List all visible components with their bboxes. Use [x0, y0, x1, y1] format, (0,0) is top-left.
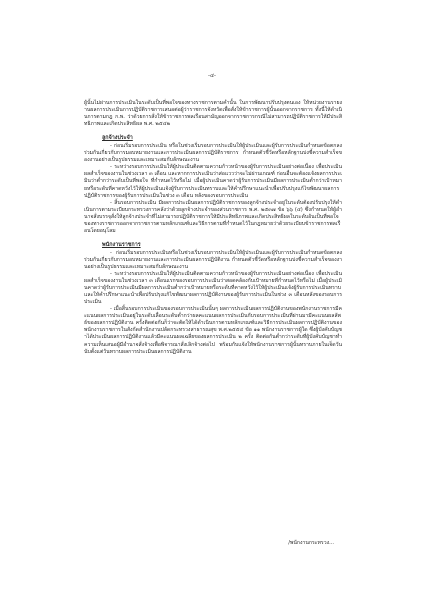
intro-paragraph: ผู้นั้นไม่ผ่านการประเมินในระดับเป็นที่พอใจของทางราชการตามคำนั้น ในการพัฒนาปรับปรุงตนเอง ให้หน่วยงานรายงานผลการประเมินการปฏิบัติราชการเสนอต่อผู้ว่าราชการจังหวัดเพื่อสั่งให้ข้าราชการผู้นั้นออกจากราชการ ทั้งนี้ให้ดำเนินการตามกฎ ก.พ. ว่าด้วยการสั่งให้ข้าราชการพลเรือนสามัญออกจากราชการกรณีไม่สามารถปฏิบัติราชการให้มีประสิทธิภาพและเกิดประสิทธิผล พ.ศ. ๒๕๔๒: [84, 100, 342, 128]
page-number: -๔-: [208, 73, 216, 79]
continued-on-next-page: /พนักงานกระทรวง...: [288, 540, 334, 546]
section-paragraph: - ระหว่างรอบการประเมินให้ผู้ประเมินติดตามความก้าวหน้าของผู้รับการประเมินอย่างต่อเนื่อง เพื่อประเมินผลสำเร็จของงานในช่วงเวลา ๓ เดือนแรกของรอบการประเมินว่าสอดคล้องกับเป้าหมายที่กำหนดไว้หรือไม่ เมื่อผู้ประเมินคาดว่าผู้รับการประเมินมีผลการประเมินต่ำกว่าเป้าหมายหรือระดับที่คาดหวังไว้ให้ผู้ประเมินแจ้งผู้รับการประเมินทราบและให้คำปรึกษาแนะนำเพื่อปรับปรุงแก้ไขพัฒนาผลการปฏิบัติงานของผู้รับการประเมินในช่วง ๓ เดือนหลังของรอบการประเมิน: [84, 271, 342, 306]
spacer: [84, 235, 342, 242]
section-paragraph: - เมื่อสิ้นรอบการประเมินของรอบการประเมินนั้นๆ ผลการประเมินผลการปฏิบัติงานของพนักงานราชการมีคะแนนผลการประเมินอยู่ในระดับเลื่อนระดับต่ำกว่าผลคะแนนผลการประเมินกับรอบการประเมินที่ผ่านมามีคะแนนผลลัพธ์ของผลการปฏิบัติงาน ครั้งติดต่อกันก็ว่าจะตัดให้ได้ดำเนินการตามหลักเกณฑ์และวิธีการประเมินผลการปฏิบัติงานของพนักงานราชการในสังกัดสำนักงานปลัดกระทรวงสาธารณสุข พ.ศ.๒๕๕๔ ข้อ ๑๑ พนักงานราชการผู้ใด ซึ่งผู้บังคับบัญชาได้ประเมินผลการปฏิบัติงานแล้วมีคะแนนผลเฉลี่ยของผลการประเมิน ๒ ครั้ง ติดต่อกันต่ำกว่าระดับที่ผู้บังคับบัญชาทำความเห็นเสนอผู้มีอำนาจสั่งจ้างเพื่อพิจารณาสั่งเลิกจ้างต่อไป พร้อมกับแจ้งให้พนักงานราชการผู้นั้นทราบภายในเจ็ดวันนับตั้งแต่วันทราบผลการประเมินผลการปฏิบัติงาน: [84, 306, 342, 355]
section-paragraph: - สิ้นรอบการประเมิน มีผลการประเมินผลการปฏิบัติราชการของลูกจ้างประจำอยู่ในระดับต้องปรับปรุงให้ดำเนินการตามระเบียบกระทรวงการคลังว่าด้วยลูกจ้างประจำของส่วนราชการ พ.ศ. ๒๕๓๗ ข้อ ๖๖ (๔) ซึ่งกำหนดให้ผู้อำนาจสั่งบรรจุสั่งให้ลูกจ้างประจำที่ไม่สามารถปฏิบัติราชการให้มีประสิทธิภาพและเกิดประสิทธิผลในระดับอันเป็นที่พอใจของทางราชการออกจากราชการตามหลักเกณฑ์และวิธีการตามที่กำหนดไว้ในกฎหมายว่าด้วยระเบียบข้าราชการพลเรือนโดยอนุโลม: [84, 199, 342, 234]
section-permanent-employees: [84, 135, 342, 235]
section-government-employees: [84, 242, 342, 356]
section-heading: ลูกจ้างประจำ: [102, 135, 133, 142]
document-body: [84, 100, 342, 356]
section-paragraph: - ก่อนเริ่มรอบการประเมิน หรือในช่วงเริ่มรอบการประเมินให้ผู้ประเมินและผู้รับการประเมินกำหนดข้อตกลงร่วมกันเกี่ยวกับการมอบหมายงานและการประเมินผลการปฏิบัติราชการ กำหนดตัวชี้วัดหรือหลักฐานบ่งชี้ความสำเร็จของงานอย่างเป็นรูปธรรมและเหมาะสมกับลักษณะงาน: [84, 143, 342, 164]
section-heading: พนักงานราชการ: [102, 241, 141, 248]
section-paragraph: - ก่อนเริ่มรอบการประเมินหรือในช่วงเริ่มรอบการประเมินให้ผู้ประเมินและผู้รับการประเมินกำหนดข้อตกลงร่วมกันเกี่ยวกับการมอบหมายงานและการประเมินผลการปฏิบัติงาน กำหนดตัวชี้วัดหรือหลักฐานบ่งชี้ความสำเร็จของงานอย่างเป็นรูปธรรมและเหมาะสมกับลักษณะงาน: [84, 249, 342, 270]
section-paragraph: - ระหว่างรอบการประเมินให้ผู้ประเมินติดตามความก้าวหน้าของผู้รับการประเมินอย่างต่อเนื่อง เพื่อประเมินผลสำเร็จของงานในช่วงเวลา ๓ เดือน และหากการประเมินว่าส่อแววว่าจะไม่ผ่านเกณฑ์ ก่อนอื่นจะต้องแจ้งผลการประเมินว่าต่ำกว่าระดับเป็นที่พอใจ ที่กำหนดไว้หรือไม่ เมื่อผู้ประเมินคาดว่าผู้รับการประเมินมีผลการประเมินต่ำกว่าเป้าหมายหรือระดับที่คาดหวังไว้ให้ผู้ประเมินแจ้งผู้รับการประเมินทราบและให้คำปรึกษาแนะนำเพื่อปรับปรุงแก้ไขพัฒนาผลการปฏิบัติราชการของผู้รับการประเมินในช่วง ๓ เดือน หลังของรอบการประเมิน: [84, 164, 342, 199]
